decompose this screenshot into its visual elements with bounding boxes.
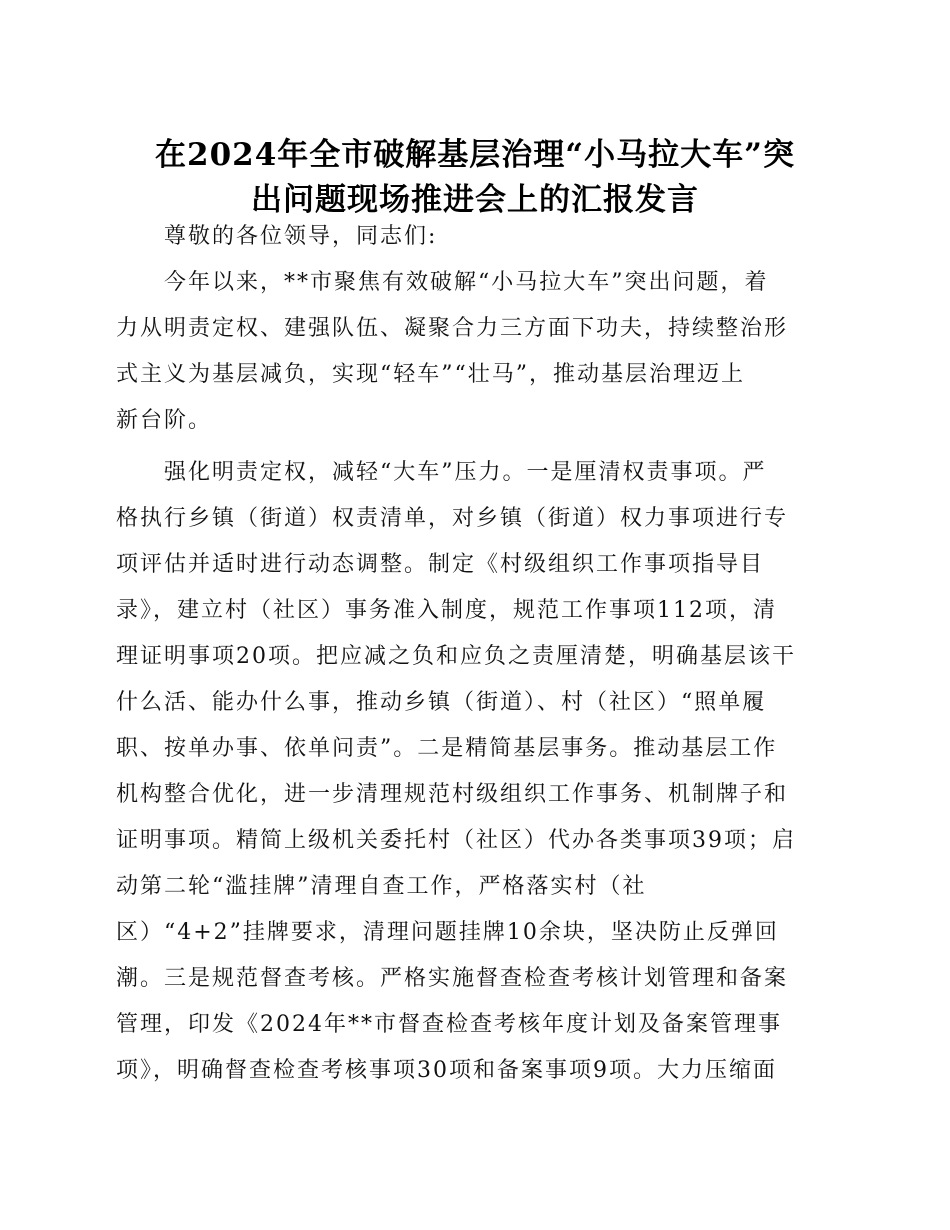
paragraph-2-line-3: 项评估并适时进行动态调整。制定《村级组织工作事项指导目 xyxy=(116,552,765,577)
document-title xyxy=(110,133,840,223)
paragraph-2-line-14: 项》，明确督查检查考核事项30项和备案事项9项。大力压缩面 xyxy=(116,1058,777,1083)
paragraph-2-line-8: 机构整合优化，进一步清理规范村级组织工作事务、机制牌子和 xyxy=(116,782,789,807)
title-line-1: 在2024年全市破解基层治理“小马拉大车”突 xyxy=(155,137,795,173)
paragraph-2-line-12: 潮。三是规范督查考核。严格实施督查检查考核计划管理和备案 xyxy=(116,966,789,991)
paragraph-2-line-1: 强化明责定权，减轻“大车”压力。一是厘清权责事项。严 xyxy=(116,460,767,485)
title-line-2: 出问题现场推进会上的汇报发言 xyxy=(251,182,699,218)
paragraph-2-line-11: 区）“4+2”挂牌要求，清理问题挂牌10余块，坚决防止反弹回 xyxy=(116,920,779,945)
paragraph-2-line-4: 录》，建立村（社区）事务准入制度，规范工作事项112项，清 xyxy=(116,598,777,623)
salutation-line: 尊敬的各位领导，同志们: xyxy=(116,224,438,249)
paragraph-2-line-6: 什么活、能办什么事，推动乡镇（街道）、村（社区）“照单履 xyxy=(116,690,767,715)
paragraph-2-line-7: 职、按单办事、依单问责”。二是精简基层事务。推动基层工作 xyxy=(116,736,778,761)
paragraph-1-line-2: 力从明责定权、建强队伍、凝聚合力三方面下功夫，持续整治形 xyxy=(116,316,789,341)
paragraph-1-line-1: 今年以来，**市聚焦有效破解“小马拉大车”突出问题，着 xyxy=(116,270,769,295)
paragraph-2-line-9: 证明事项。精简上级机关委托村（社区）代办各类事项39项；启 xyxy=(116,828,796,853)
paragraph-2-line-10: 动第二轮“滥挂牌”清理自查工作，严格落实村（社 xyxy=(116,874,647,899)
paragraph-2-line-5: 理证明事项20项。把应减之负和应负之责厘清楚，明确基层该干 xyxy=(116,644,796,669)
paragraph-2-line-13: 管理，印发《2024年**市督查检查考核年度计划及备案管理事 xyxy=(116,1012,782,1037)
paragraph-1-line-3: 式主义为基层减负，实现“轻车”“壮马”，推动基层治理迈上 xyxy=(116,362,745,387)
paragraph-2-line-2: 格执行乡镇（街道）权责清单，对乡镇（街道）权力事项进行专 xyxy=(116,506,789,531)
paragraph-1-line-4: 新台阶。 xyxy=(116,408,213,433)
document-body xyxy=(116,214,836,1094)
